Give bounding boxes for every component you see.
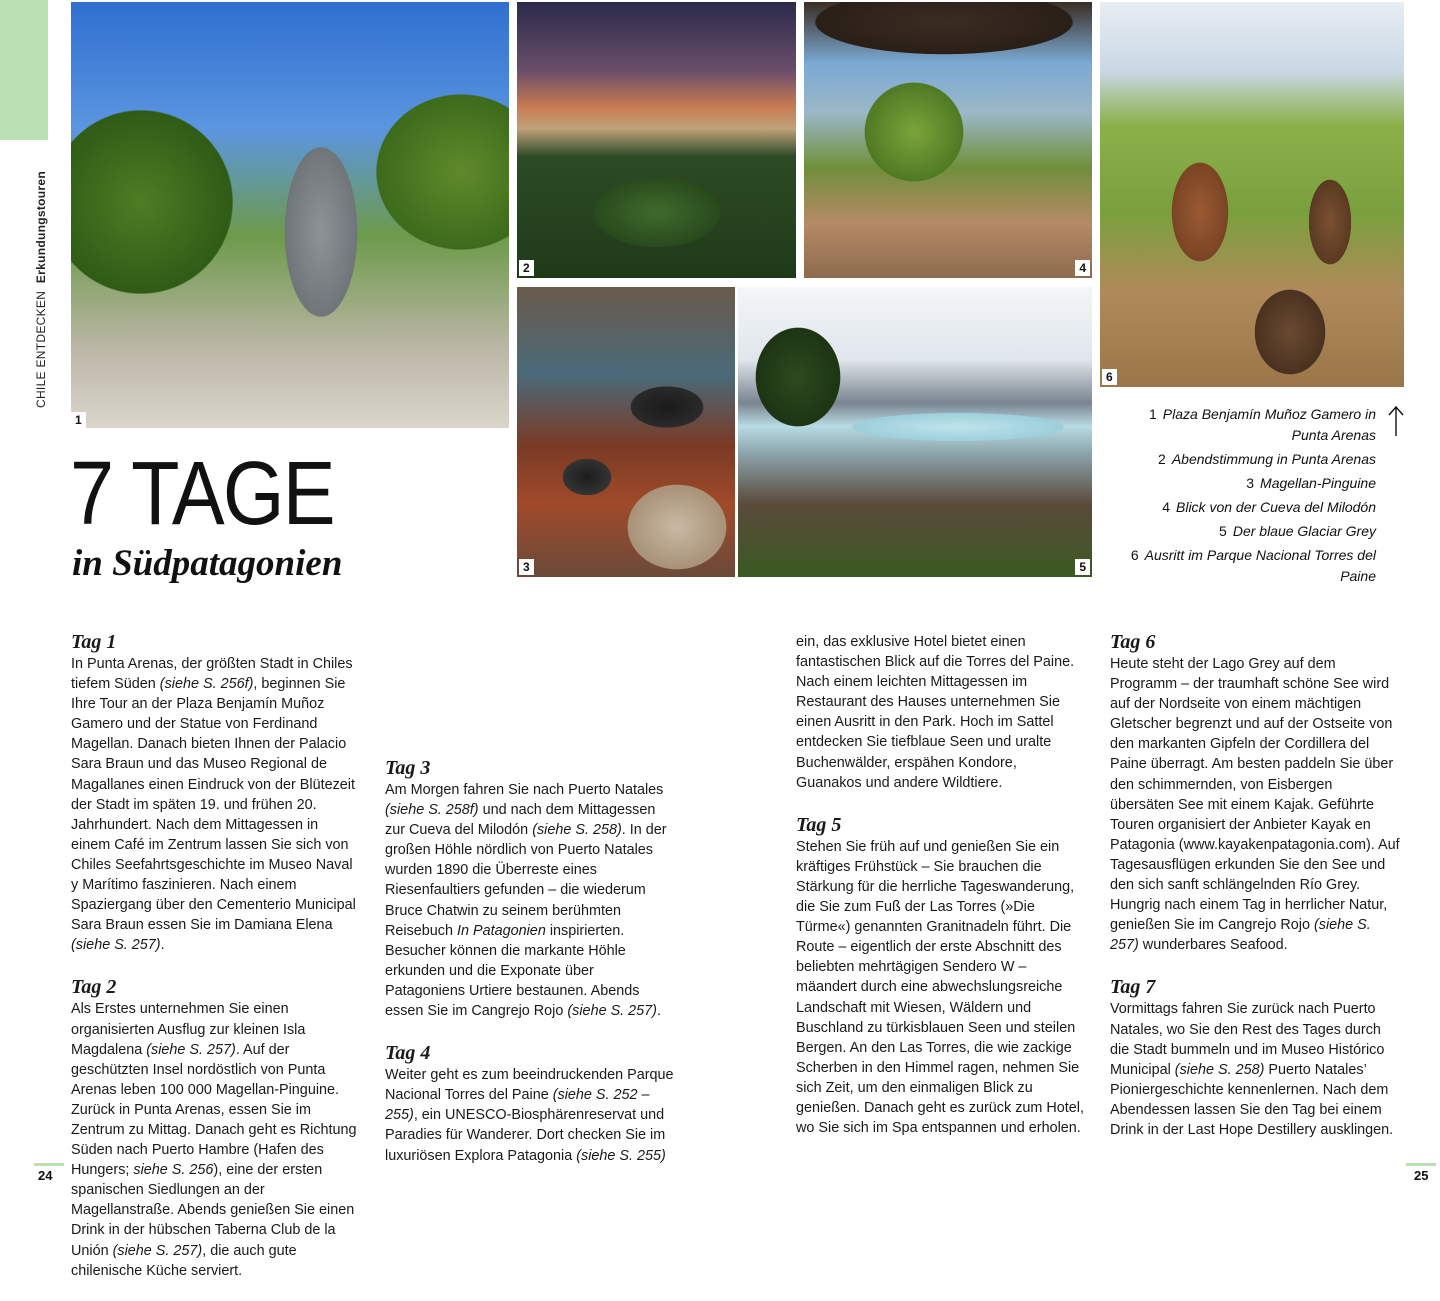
day-heading: Tag 1 bbox=[71, 631, 117, 653]
caption-item: 5 Der blaue Glaciar Grey bbox=[1219, 523, 1376, 539]
day-text: Weiter geht es zum beeindruckenden Parque Nacional Torres del Paine (siehe S. 252 – 255), ein UNESCO-Biosphärenreservat und Paradies für Wanderer. Dort checken Sie im luxuriösen Explora Patagonia (siehe S. 255) bbox=[385, 1067, 674, 1164]
day-heading: Tag 5 bbox=[796, 813, 842, 836]
photo-cueva-milodon bbox=[804, 2, 1092, 278]
day-heading: Tag 7 bbox=[1110, 976, 1156, 999]
photo-horse-ride bbox=[1100, 2, 1404, 387]
day-text-continued: ein, das exklusive Hotel bietet einen fantastischen Blick auf die Torres del Paine. Nach einem leichten Mittagessen im Restaurant des Hauses unternehmen Sie einen Ausritt in den Park. Hoch im Sattel entdecken Sie tiefblaue Seen und uralte Buchenwälder, erspähen Kondore, Guanakos und andere Wildtiere. bbox=[796, 634, 1075, 791]
caption-item: 3 Magellan-Pinguine bbox=[1246, 475, 1376, 491]
page-number-rule-left bbox=[34, 1163, 64, 1166]
day-text: Als Erstes unternehmen Sie einen organisierten Ausflug zur kleinen Isla Magdalena (siehe S. 257). Auf der geschützten Insel nordöstlich von Punta Arenas leben 100 000 Magellan-Pinguine. Zurück in Punta Arenas, essen Sie im Zentrum zu Mittag. Danach geht es Richtung Süden nach Puerto Hambre (Hafen des Hungers; siehe S. 256), eine der ersten spanischen Siedlungen an der Magellanstraße. Abends genießen Sie einen Drink in der hübschen Taberna Club de la Unión (siehe S. 257), die auch gute chilenische Küche serviert. bbox=[71, 1001, 357, 1279]
day-text: Stehen Sie früh auf und genießen Sie ein kräftiges Frühstück – Sie brauchen die Stärkung für die herrliche Tageswanderung, die Sie zum Fuß der Las Torres (»Die Türme«) genannten Granitnadeln führt. Die Route – eigentlich der erste Abschnitt des beliebten mehrtägigen Sendero W – mäandert durch eine abwechslungsreiche Landschaft mit Wiesen, Wäldern und Buschland zu türkisblauen Seen und steilen Bergen. An den Las Torres, die wie zackige Scherben in den Himmel ragen, nehmen Sie sich Zeit, um den einmaligen Blick zu genießen. Danach geht es zurück zum Hotel, wo Sie sich im Spa entspannen und erholen. bbox=[796, 838, 1084, 1137]
caption-item: 6 Ausritt im Parque Nacional Torres del Paine bbox=[1130, 547, 1376, 584]
photo-penguins bbox=[517, 287, 735, 577]
section-color-tab bbox=[0, 0, 48, 140]
text-column-4 bbox=[1110, 630, 1400, 1160]
page-number-right: 25 bbox=[1414, 1168, 1429, 1183]
day-text: Vormittags fahren Sie zurück nach Puerto Natales, wo Sie den Rest des Tages durch die Stadt bummeln und im Museo Histórico Municipal (siehe S. 258) Puerto Natales’ Pioniergeschichte kennenlernen. Nach dem Abendessen lassen Sie den Tag bei einem Drink in der Last Hope Destillery ausklingen. bbox=[1110, 1001, 1394, 1138]
day-heading: Tag 6 bbox=[1110, 631, 1156, 653]
section-label bbox=[34, 171, 48, 408]
photo-number: 2 bbox=[519, 260, 534, 276]
day-heading: Tag 4 bbox=[385, 1042, 431, 1065]
text-column-1 bbox=[71, 630, 361, 1301]
arrow-up-icon bbox=[1386, 404, 1406, 438]
photo-punta-arenas-evening bbox=[517, 2, 796, 278]
photo-number: 4 bbox=[1075, 260, 1090, 276]
photo-number: 5 bbox=[1075, 559, 1090, 575]
text-column-3 bbox=[796, 632, 1086, 1158]
day-heading: Tag 2 bbox=[71, 976, 117, 999]
photo-captions bbox=[1120, 404, 1376, 590]
photo-number: 1 bbox=[71, 412, 86, 428]
caption-item: 1 Plaza Benjamín Muñoz Gamero in Punta Arenas bbox=[1148, 406, 1376, 443]
day-text: In Punta Arenas, der größten Stadt in Chiles tiefem Süden (siehe S. 256f), beginnen Sie Ihre Tour an der Plaza Benjamín Muñoz Gamero und der Statue von Ferdinand Magellan. Danach bieten Ihnen der Palacio Sara Braun und das Museo Regional de Magallanes einen Eindruck von der Blütezeit der Stadt im späten 19. und frühen 20. Jahrhundert. Nach dem Mittagessen in einem Café im Zentrum lassen Sie sich von Chiles Seefahrtsgeschichte im Museo Naval y Marítimo faszinieren. Nach einem Spaziergang über den Cementerio Municipal Sara Braun essen Sie im Damiana Elena (siehe S. 257). bbox=[71, 656, 356, 954]
photo-glaciar-grey bbox=[738, 287, 1092, 577]
day-heading: Tag 3 bbox=[385, 757, 431, 779]
day-text: Am Morgen fahren Sie nach Puerto Natales (siehe S. 258f) und nach dem Mittagessen zur Cueva del Milodón (siehe S. 258). In der großen Höhle nördlich von Puerto Natales wurden 1890 die Überreste eines Riesenfaultiers gefunden – die wiederum Bruce Chatwin zu seinem berühmten Reisebuch In Patagonien inspirierten. Besucher können die markante Höhle erkunden und die Exponate über Patagoniens Urtiere bestaunen. Abends essen Sie im Cangrejo Rojo (siehe S. 257). bbox=[385, 782, 667, 1020]
caption-item: 2 Abendstimmung in Punta Arenas bbox=[1158, 451, 1376, 467]
subsection-name: Erkundungstouren bbox=[34, 171, 48, 284]
day-text: Heute steht der Lago Grey auf dem Programm – der traumhaft schöne See wird auf der Nordseite von einem mächtigen Gletscher begrenzt und auf der Ostseite von den markanten Gipfeln der Cordillera del Paine überragt. Am besten paddeln Sie über den schimmernden, von Eisbergen übersäten See mit einem Kajak. Geführte Touren organisiert der Anbieter Kayak en Patagonia (www.kayakenpatagonia.com). Auf Tagesausflügen erkunden Sie den See und den sich sanft schlängelnden Río Grey. Hungrig nach einem Tag in herrlicher Natur, genießen Sie im Cangrejo Rojo (siehe S. 257) wunderbares Seafood. bbox=[1110, 656, 1400, 954]
text-column-2 bbox=[385, 632, 675, 1186]
photo-number: 3 bbox=[519, 559, 534, 575]
page-number-left: 24 bbox=[38, 1168, 53, 1183]
page-number-rule-right bbox=[1406, 1163, 1436, 1166]
photo-plaza-statue bbox=[71, 2, 509, 428]
section-name: CHILE ENTDECKEN bbox=[34, 290, 48, 408]
page-subtitle: in Südpatagonien bbox=[72, 543, 343, 584]
photo-number: 6 bbox=[1102, 369, 1117, 385]
caption-item: 4 Blick von der Cueva del Milodón bbox=[1162, 499, 1376, 515]
page-title: 7 TAGE bbox=[70, 444, 334, 544]
